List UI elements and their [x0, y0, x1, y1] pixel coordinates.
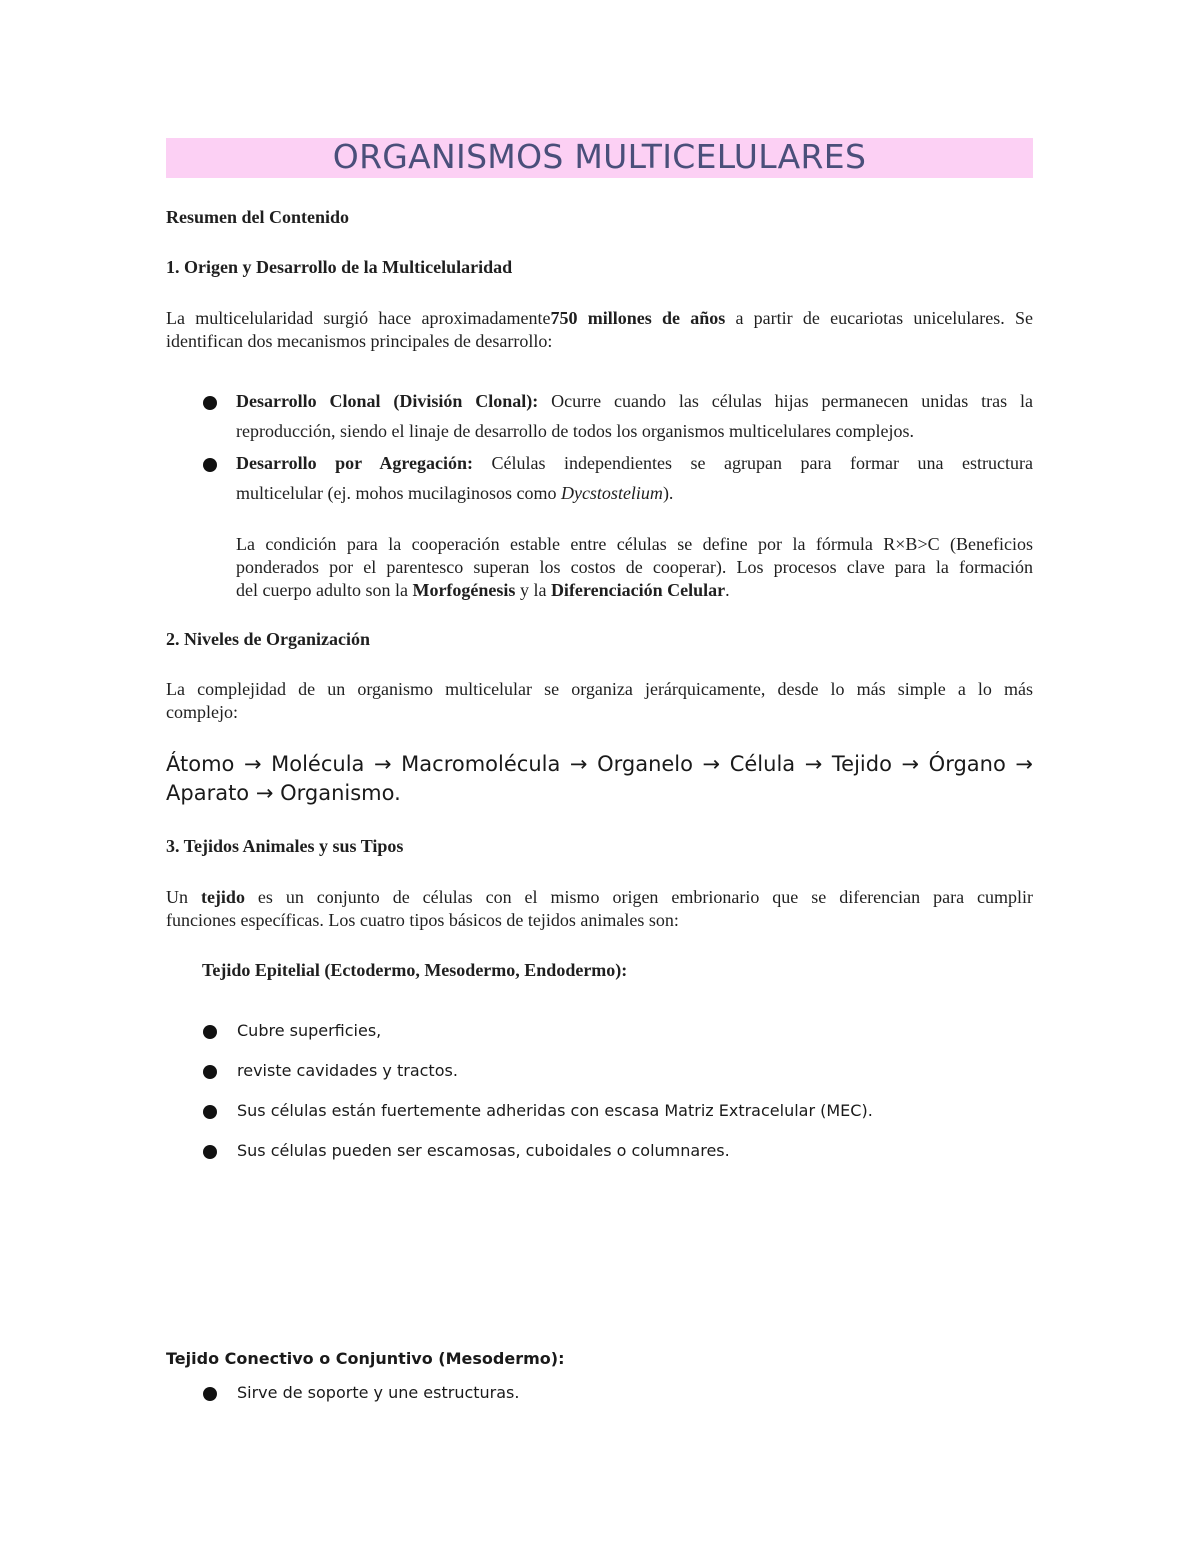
- section2-intro-line2: complejo:: [166, 702, 238, 722]
- aggregation-text1: Células independientes se agrupan para formar una estructura: [473, 453, 1033, 473]
- section1-intro-line2: identifican dos mecanismos principales de desarrollo:: [166, 331, 553, 351]
- cooperation-pre: del cuerpo adulto son la: [236, 580, 413, 600]
- aggregation-species: Dycstostelium: [560, 483, 663, 503]
- cooperation-mid: y la: [515, 580, 551, 600]
- section2-intro-line1: La complejidad de un organismo multicelular se organiza jerárquicamente, desde lo más simple a lo más: [166, 679, 1033, 699]
- epithelial-item: Cubre superficies,: [237, 1021, 382, 1040]
- clonal-line2: reproducción, siendo el linaje de desarrollo de todos los organismos multicelulares complejos.: [236, 421, 915, 441]
- document-title: ORGANISMOS MULTICELULARES: [166, 138, 1033, 178]
- aggregation-line2: [236, 482, 1033, 505]
- hierarchy-line2: Aparato → Organismo.: [166, 781, 401, 805]
- aggregation-line1: [236, 452, 1033, 475]
- epithelial-item: Sus células pueden ser escamosas, cuboidales o columnares.: [237, 1141, 730, 1160]
- section3-intro-line1: [166, 886, 1033, 909]
- cooperation-end: .: [725, 580, 730, 600]
- section1-intro-line1: [166, 307, 1033, 330]
- bullet-icon: [203, 458, 217, 472]
- section1-intro-post: a partir de eucariotas unicelulares. Se: [725, 308, 1034, 328]
- bullet-icon: [203, 396, 217, 410]
- cooperation-line2: ponderados por el parentesco superan los costos de cooperar). Los procesos clave para la formación: [236, 557, 1033, 577]
- section3-intro-line2: funciones específicas. Los cuatro tipos básicos de tejidos animales son:: [166, 910, 679, 930]
- section3-intro-post: es un conjunto de células con el mismo origen embrionario que se diferencian para cumplir: [244, 887, 1034, 907]
- section2-heading: 2. Niveles de Organización: [166, 629, 370, 649]
- connective-item: Sirve de soporte y une estructuras.: [237, 1383, 520, 1402]
- aggregation-text2-post: ).: [662, 483, 674, 503]
- aggregation-text2-pre: multicelular (ej. mohos mucilaginosos como: [236, 483, 561, 503]
- connective-heading: Tejido Conectivo o Conjuntivo (Mesodermo):: [166, 1349, 565, 1368]
- section1-heading: 1. Origen y Desarrollo de la Multicelularidad: [166, 257, 513, 277]
- summary-heading: Resumen del Contenido: [166, 207, 350, 227]
- epithelial-item: reviste cavidades y tractos.: [237, 1061, 458, 1080]
- bullet-icon: [203, 1145, 217, 1159]
- section3-heading: 3. Tejidos Animales y sus Tipos: [166, 836, 404, 856]
- bullet-icon: [203, 1065, 217, 1079]
- clonal-text1: Ocurre cuando las células hijas permanecen unidas tras la: [538, 391, 1033, 411]
- section3-intro-pre: Un: [166, 887, 201, 907]
- differentiation-term: Diferenciación Celular: [550, 580, 726, 600]
- clonal-bold: Desarrollo Clonal (División Clonal):: [236, 391, 539, 411]
- epithelial-heading: Tejido Epitelial (Ectodermo, Mesodermo, Endodermo):: [202, 960, 628, 980]
- cooperation-line1: La condición para la cooperación estable entre células se define por la fórmula R×B>C (Beneficios: [236, 534, 1033, 554]
- morphogenesis-term: Morfogénesis: [412, 580, 516, 600]
- section1-intro-bold: 750 millones de años: [550, 308, 726, 328]
- clonal-line1: [236, 390, 1033, 413]
- aggregation-bold: Desarrollo por Agregación:: [236, 453, 474, 473]
- section1-intro-pre: La multicelularidad surgió hace aproximadamente: [166, 308, 551, 328]
- tissue-term: tejido: [200, 887, 245, 907]
- bullet-icon: [203, 1105, 217, 1119]
- bullet-icon: [203, 1025, 217, 1039]
- epithelial-item: Sus células están fuertemente adheridas con escasa Matriz Extracelular (MEC).: [237, 1101, 873, 1120]
- hierarchy-line1: Átomo → Molécula → Macromolécula → Organelo → Célula → Tejido → Órgano →: [166, 752, 1033, 776]
- cooperation-line3: [236, 579, 1033, 602]
- bullet-icon: [203, 1387, 217, 1401]
